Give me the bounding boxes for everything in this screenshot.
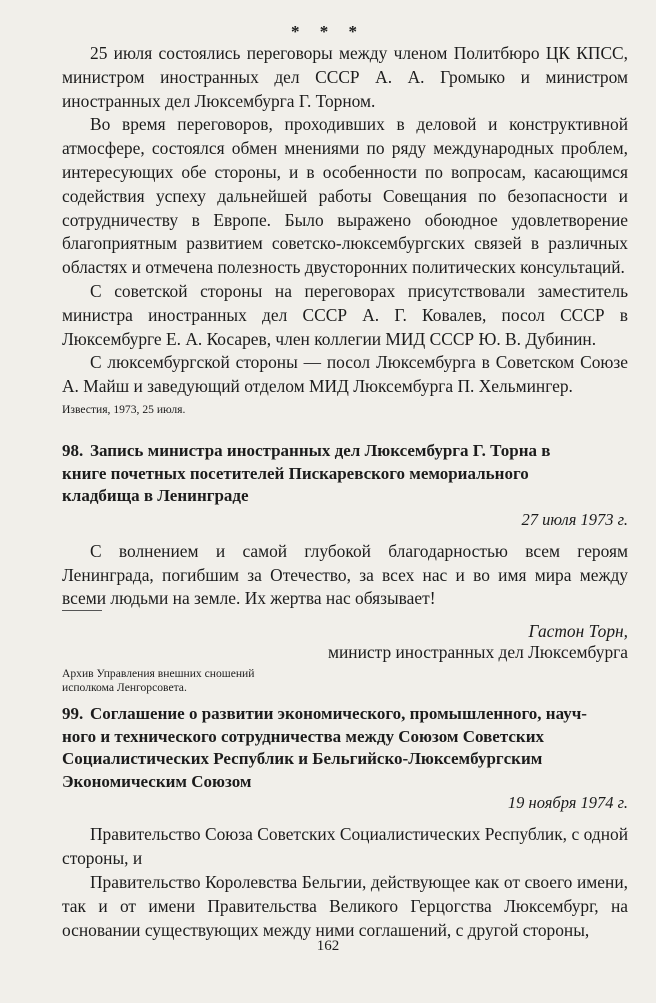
page-number: 162 (316, 938, 340, 954)
doc99-heading-line-4: Экономическим Союзом (62, 771, 252, 791)
meeting-report (62, 42, 628, 417)
doc98-heading-line-2: книге почетных посетителей Пискаревского мемориального (62, 463, 529, 483)
meeting-source: Известия, 1973, 25 июля. (62, 402, 186, 416)
meeting-paragraph-2: Во время переговоров, проходивших в деловой и конструктивной атмосфере, состоялся обмен мнениями по ряду международных проблем, интересующих обе стороны, и в особенности по вопросам, касающимся содействия успеху дальнейшей работы Совещания по безопасности и сотрудничеству в Европе. Было выражено обоюдное удовлетворение благоприятным развитием советско-люксембургских связей в различных областях и отмечена полезность двусторонних политических консультаций. (62, 114, 628, 278)
signature-dash (62, 610, 102, 611)
doc98-text: С волнением и самой глубокой благодарностью всем героям Ленинграда, погибшим за Отечество, за всех нас и во имя мира между всеми людьми на земле. Их жертва нас обязывает! (62, 540, 628, 609)
meeting-paragraph-3: С советской стороны на переговорах присутствовали заместитель министра иностранных дел СССР А. Г. Ковалев, посол СССР в Люксембурге Е. А. Косарев, член коллегии МИД СССР Ю. В. Дубинин. (62, 280, 628, 349)
doc98-date: 27 июля 1973 г. (521, 509, 628, 529)
doc99-heading-line-3: Социалистических Республик и Бельгийско-Люксембургским (62, 749, 543, 769)
doc98-heading: 98. Запись министра иностранных дел Люксембурга Г. Торна в (62, 441, 551, 460)
doc99-paragraph-2: Правительство Королевства Бельгии, действующее как от своего имени, так и от имени Правительства Великого Герцогства Люксембург, на основании существующих между ними соглашений, с другой стороны, (62, 871, 628, 940)
meeting-paragraph-4: С люксембургской стороны — посол Люксембурга в Советском Союзе А. Майш и заведующий отделом МИД Люксембурга П. Хельмингер. (62, 352, 628, 397)
document-99 (62, 703, 628, 942)
doc98-signature-title: министр иностранных дел Люксембурга (327, 642, 628, 663)
doc99-date: 19 ноября 1974 г. (507, 793, 628, 813)
meeting-paragraph-1: 25 июля состоялись переговоры между членом Политбюро ЦК КПСС, министром иностранных дел СССР А. А. Громыко и министром иностранных дел Люксембурга Г. Торном. (62, 43, 628, 111)
doc98-heading-line-3: кладбища в Ленинграде (62, 486, 249, 506)
doc98-signature-name: Гастон Торн, (528, 621, 628, 642)
doc98-source-line-1: Архив Управления внешних сношений (62, 667, 255, 681)
doc99-heading-line-2: ного и технического сотрудничества между Союзом Советских (62, 726, 545, 746)
section-separator: * * * (291, 22, 365, 41)
doc99-paragraph-1: Правительство Союза Советских Социалистических Республик, с одной стороны, и (62, 824, 628, 869)
doc99-heading: 99. Соглашение о развитии экономического, промышленного, науч- (62, 704, 587, 723)
document-98 (62, 440, 628, 695)
doc98-source-line-2: исполкома Ленгорсовета. (62, 681, 187, 695)
